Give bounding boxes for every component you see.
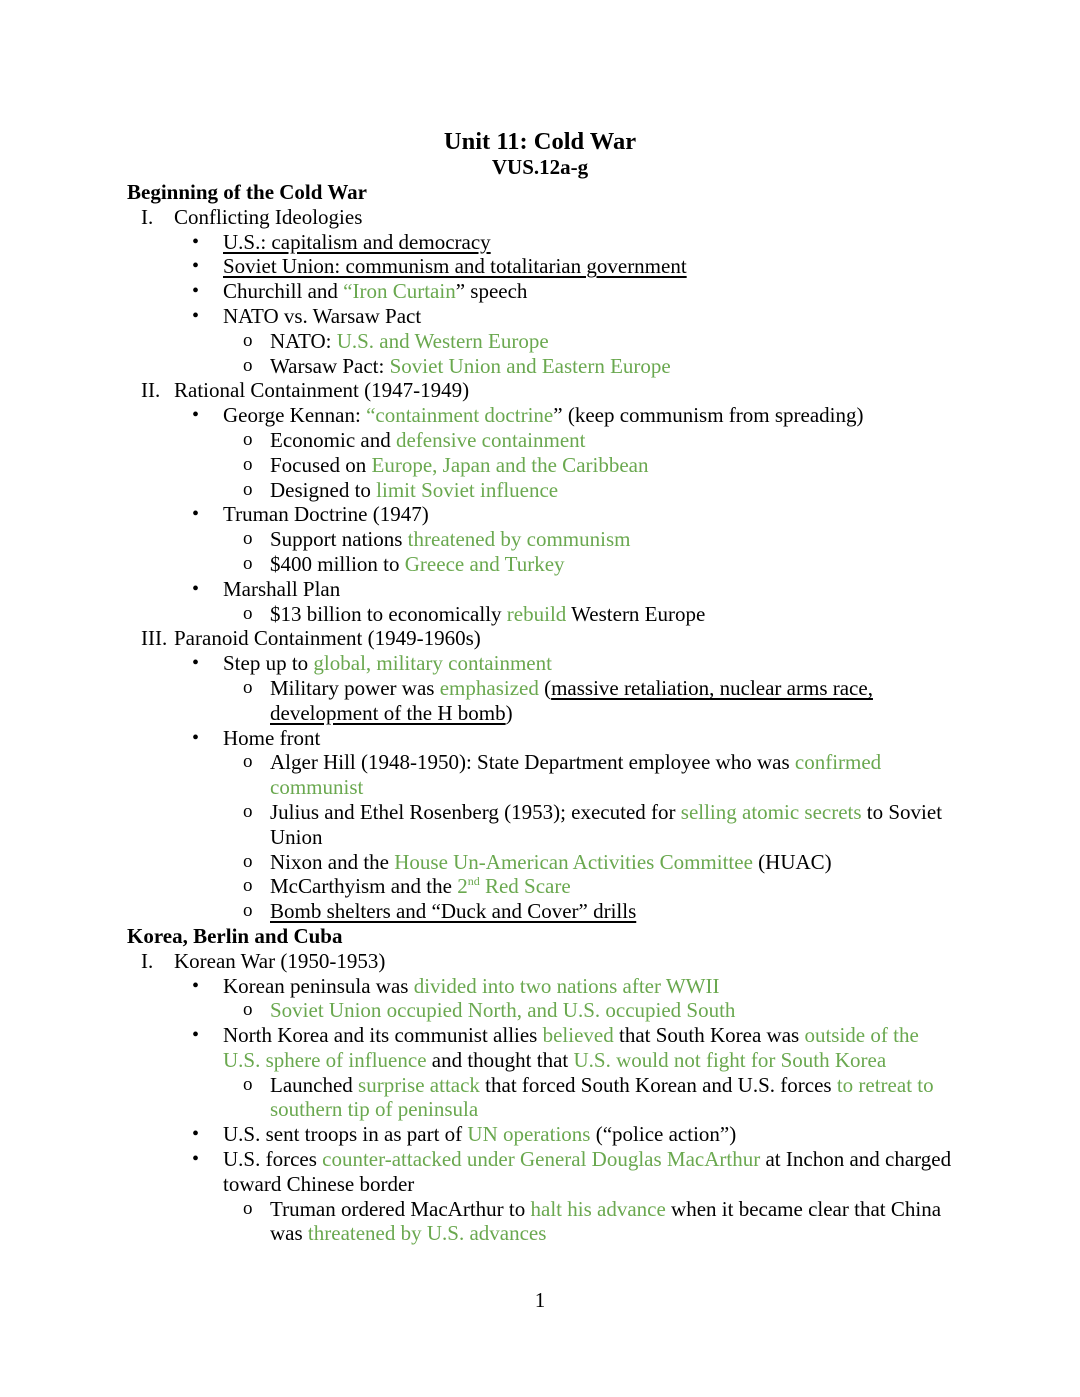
text-segment: Beginning of the Cold War	[127, 180, 367, 204]
text-segment: surprise attack	[358, 1072, 480, 1097]
outline-line-sub	[127, 800, 953, 850]
roman-numeral-marker: II.	[141, 378, 161, 403]
text-segment: Soviet Union: communism and totalitarian government	[223, 254, 687, 279]
text-segment: confirmed communist	[270, 750, 882, 800]
bullet-marker: •	[192, 230, 200, 253]
bullet-marker: •	[192, 280, 200, 303]
text-segment: Korean peninsula was	[223, 973, 414, 998]
sub-bullet-marker: o	[243, 428, 253, 450]
sub-bullet-marker: o	[243, 602, 253, 624]
bullet-marker: •	[192, 404, 200, 427]
outline-line-bullet	[127, 279, 953, 304]
roman-numeral-marker: I.	[141, 948, 154, 973]
text-segment: George Kennan:	[223, 403, 367, 428]
text-segment: Economic and	[270, 427, 396, 452]
text-segment: Focused on	[270, 452, 372, 477]
text-segment: UN operations	[467, 1122, 591, 1147]
bullet-marker: •	[192, 1148, 200, 1171]
text-segment: Nixon and the	[270, 849, 395, 874]
outline-line-sub	[127, 1073, 953, 1123]
text-segment: Support nations	[270, 527, 408, 552]
text-segment: U.S. and Western Europe	[336, 328, 549, 353]
text-segment: NATO vs. Warsaw Pact	[223, 303, 422, 328]
text-segment: U.S. forces	[223, 1147, 323, 1172]
sub-bullet-marker: o	[243, 528, 253, 550]
text-segment: rebuild	[506, 601, 567, 626]
outline-line-sub	[127, 899, 953, 924]
page-number: 1	[534, 1288, 546, 1312]
outline-line-bullet	[127, 1023, 953, 1073]
outline-line-heading	[127, 180, 953, 205]
outline-line-sub	[127, 750, 953, 800]
text-segment: Bomb shelters and “Duck and Cover” drills	[270, 899, 637, 924]
sub-bullet-marker: o	[243, 453, 253, 475]
text-segment: that South Korea was	[613, 1023, 805, 1048]
sub-bullet-marker: o	[243, 552, 253, 574]
text-segment: “containment doctrine	[366, 403, 554, 428]
text-segment: Truman ordered MacArthur to	[270, 1196, 531, 1221]
outline-line-roman	[127, 378, 953, 403]
text-segment: halt his advance	[530, 1196, 666, 1221]
sub-bullet-marker: o	[243, 354, 253, 376]
text-segment: limit Soviet influence	[376, 477, 559, 502]
sub-bullet-marker: o	[243, 900, 253, 922]
text-segment: Truman Doctrine (1947)	[223, 502, 429, 527]
bullet-marker: •	[192, 1024, 200, 1047]
outline-line-roman	[127, 626, 953, 651]
text-segment: believed	[542, 1023, 614, 1048]
text-segment: U.S.: capitalism and democracy	[223, 229, 491, 254]
text-segment: Home front	[223, 725, 321, 750]
outline-line-sub	[127, 602, 953, 627]
outline-line-bullet	[127, 577, 953, 602]
text-segment: threatened by communism	[407, 527, 631, 552]
outline-line-sub	[127, 874, 953, 899]
text-segment: ” (keep communism from spreading)	[553, 403, 864, 428]
outline-line-bullet	[127, 726, 953, 751]
text-segment: NATO:	[270, 328, 337, 353]
bullet-marker: •	[192, 255, 200, 278]
text-segment: ” speech	[455, 279, 528, 304]
text-segment: Launched	[270, 1072, 359, 1097]
text-segment: Western Europe	[566, 601, 706, 626]
text-segment: defensive containment	[395, 427, 586, 452]
outline-line-sub	[127, 478, 953, 503]
bullet-marker: •	[192, 974, 200, 997]
outline-line-bullet	[127, 974, 953, 999]
text-segment: Greece and Turkey	[404, 551, 565, 576]
text-segment: divided into two nations after WWII	[413, 973, 720, 998]
sub-bullet-marker: o	[243, 1073, 253, 1095]
text-segment: 2	[457, 874, 468, 899]
sub-bullet-marker: o	[243, 850, 253, 872]
text-segment: that forced South Korean and U.S. forces	[479, 1072, 837, 1097]
text-segment: Marshall Plan	[223, 576, 341, 601]
text-segment: Alger Hill (1948-1950): State Department employee who was	[270, 750, 795, 775]
text-segment: global, military containment	[313, 651, 552, 676]
text-segment: when it became clear that China was	[270, 1196, 942, 1246]
outline-line-sub	[127, 552, 953, 577]
sub-bullet-marker: o	[243, 999, 253, 1021]
outline-line-heading	[127, 924, 953, 949]
text-segment: (HUAC)	[752, 849, 832, 874]
text-segment: Designed to	[270, 477, 377, 502]
text-segment: Soviet Union occupied North, and U.S. occupied South	[270, 998, 736, 1023]
text-segment: (“police action”)	[590, 1122, 737, 1147]
outline-line-sub	[127, 850, 953, 875]
text-segment: at Inchon and charged toward Chinese border	[223, 1147, 952, 1196]
text-segment: selling atomic secrets	[680, 799, 862, 824]
text-segment: Red Scare	[479, 874, 571, 899]
outline-line-bullet	[127, 254, 953, 279]
text-segment: and thought that	[426, 1047, 574, 1072]
text-segment: Conflicting Ideologies	[174, 204, 363, 229]
outline-line-sub	[127, 527, 953, 552]
outline-line-bullet	[127, 403, 953, 428]
text-segment: Rational Containment (1947-1949)	[174, 378, 470, 403]
text-segment: Julius and Ethel Rosenberg (1953); executed for	[270, 799, 681, 824]
text-segment: (	[538, 675, 552, 700]
outline-line-sub	[127, 998, 953, 1023]
text-segment: emphasized	[439, 675, 539, 700]
outline-line-bullet	[127, 651, 953, 676]
text-segment: Soviet Union and Eastern Europe	[389, 353, 671, 378]
outline-line-sub	[127, 428, 953, 453]
outline	[127, 180, 953, 1246]
outline-line-bullet	[127, 304, 953, 329]
text-segment: Korean War (1950-1953)	[174, 948, 386, 973]
text-segment: nd	[467, 874, 480, 889]
outline-line-sub	[127, 676, 953, 726]
bullet-marker: •	[192, 726, 200, 749]
sub-bullet-marker: o	[243, 751, 253, 773]
bullet-marker: •	[192, 577, 200, 600]
bullet-marker: •	[192, 304, 200, 327]
text-segment: U.S. would not fight for South Korea	[573, 1047, 887, 1072]
bullet-marker: •	[192, 1123, 200, 1146]
outline-line-sub	[127, 1197, 953, 1247]
bullet-marker: •	[192, 652, 200, 675]
sub-bullet-marker: o	[243, 1197, 253, 1219]
sub-bullet-marker: o	[243, 875, 253, 897]
outline-line-roman	[127, 949, 953, 974]
text-segment: to Soviet Union	[270, 799, 943, 849]
text-segment: outside of the U.S. sphere of influence	[223, 1023, 919, 1072]
outline-line-sub	[127, 329, 953, 354]
outline-line-bullet	[127, 230, 953, 255]
outline-line-bullet	[127, 1122, 953, 1147]
text-segment: )	[505, 700, 513, 725]
text-segment: $13 billion to economically	[270, 601, 507, 626]
text-segment: Military power was	[270, 675, 440, 700]
text-segment: House Un-American Activities Committee	[394, 849, 753, 874]
sub-bullet-marker: o	[243, 478, 253, 500]
roman-numeral-marker: I.	[141, 204, 154, 229]
text-segment: Europe, Japan and the Caribbean	[371, 452, 649, 477]
text-segment: Paranoid Containment (1949-1960s)	[174, 626, 481, 651]
text-segment: $400 million to	[270, 551, 405, 576]
page-title: Unit 11: Cold War	[443, 128, 637, 155]
text-segment: North Korea and its communist allies	[223, 1023, 543, 1048]
outline-line-bullet	[127, 502, 953, 527]
sub-bullet-marker: o	[243, 676, 253, 698]
roman-numeral-marker: III.	[141, 626, 168, 651]
text-segment: McCarthyism and the	[270, 874, 458, 899]
text-segment: Warsaw Pact:	[270, 353, 390, 378]
document-content	[127, 129, 953, 1246]
bullet-marker: •	[192, 503, 200, 526]
text-segment: Step up to	[223, 651, 314, 676]
outline-line-sub	[127, 354, 953, 379]
text-segment: massive retaliation, nuclear arms race, development of the H bomb	[270, 675, 873, 725]
outline-line-sub	[127, 453, 953, 478]
sub-bullet-marker: o	[243, 800, 253, 822]
sub-bullet-marker: o	[243, 329, 253, 351]
outline-line-roman	[127, 205, 953, 230]
text-segment: Churchill and	[223, 279, 344, 304]
text-segment: threatened by U.S. advances	[307, 1221, 547, 1246]
page-subtitle: VUS.12a-g	[491, 155, 589, 179]
text-segment: “Iron Curtain	[343, 279, 456, 304]
text-segment: U.S. sent troops in as part of	[223, 1122, 468, 1147]
text-segment: Korea, Berlin and Cuba	[127, 923, 343, 948]
text-segment: counter-attacked under General Douglas MacArthur	[322, 1147, 761, 1172]
text-segment: to retreat to southern tip of peninsula	[270, 1072, 934, 1122]
outline-line-bullet	[127, 1147, 953, 1197]
